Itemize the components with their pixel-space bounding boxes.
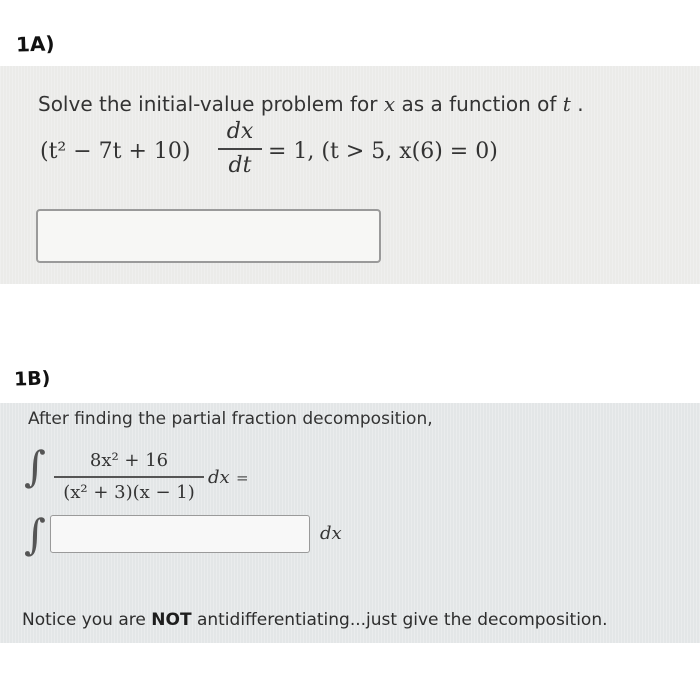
notice-text — [22, 610, 608, 630]
equation-rhs: = 1, (t > 5, x(6) = 0) — [268, 139, 498, 164]
question-prompt-a — [38, 92, 584, 116]
answer-input-a[interactable] — [36, 209, 381, 263]
integrand-fraction — [54, 448, 204, 506]
fraction-bar — [54, 476, 204, 478]
answer-differential-dx: dx — [320, 523, 342, 544]
derivative-denominator: dt — [228, 153, 252, 178]
derivative-numerator: dx — [226, 119, 254, 144]
notice-prefix: Notice you are — [22, 610, 152, 630]
prompt-end: . — [577, 92, 584, 116]
integrand-numerator: 8x² + 16 — [89, 450, 169, 471]
notice-suffix: antidifferentiating...just give the decomposition. — [191, 610, 608, 630]
integral-sign-icon: ∫ — [24, 442, 46, 491]
equals-sign: = — [236, 469, 249, 487]
prompt-text: Solve the initial-value problem for — [38, 92, 378, 116]
differential-dx: dx — [208, 467, 230, 488]
answer-input-b[interactable] — [50, 515, 310, 553]
prompt-var-x: x — [383, 92, 396, 116]
equation-lhs: (t² − 7t + 10) — [40, 139, 191, 164]
section-label-1a: 1A) — [15, 31, 55, 57]
question-prompt-b: After finding the partial fraction decomposition, — [28, 409, 433, 429]
differential-equation — [40, 118, 560, 188]
derivative-fraction — [218, 118, 262, 180]
integral-sign-icon: ∫ — [24, 510, 46, 559]
notice-emphasis: NOT — [151, 610, 192, 630]
integrand-denominator: (x² + 3)(x − 1) — [63, 481, 195, 503]
prompt-mid-text: as a function of — [401, 92, 557, 116]
section-label-1b: 1B) — [13, 367, 51, 391]
fraction-bar — [218, 148, 262, 150]
prompt-var-t: t — [562, 92, 571, 116]
